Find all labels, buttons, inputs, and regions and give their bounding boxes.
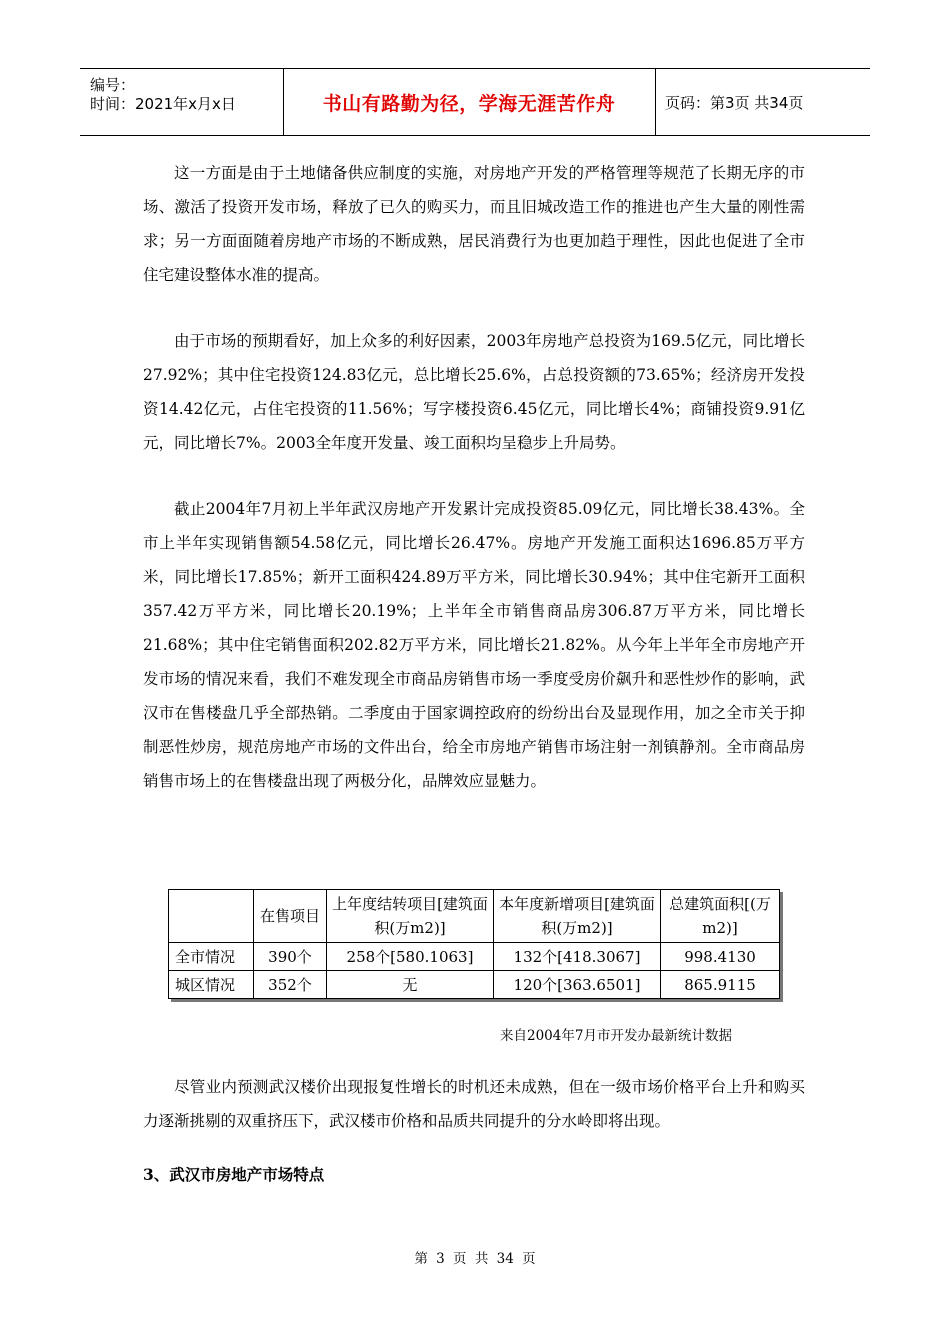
paragraph-1: 这一方面是由于土地储备供应制度的实施，对房地产开发的严格管理等规范了长期无序的市场、激活了投资开发市场，释放了已久的购买力，而且旧城改造工作的推进也产生大量的刚性需求；另一方面面随着房地产市场的不断成熟，居民消费行为也更加趋于理性，因此也促进了全市住宅建设整体水准的提高。: [143, 164, 805, 284]
table-cell: 865.9115: [661, 971, 780, 999]
table-cell: 120个[363.6501]: [494, 971, 661, 999]
table-cell: 132个[418.3067]: [494, 943, 661, 971]
table-header-cell: [169, 890, 254, 943]
header-meta: [80, 69, 284, 135]
header-date-label: 时间：2021年x月x日: [90, 95, 236, 113]
section-heading: 3、武汉市房地产市场特点: [143, 1165, 325, 1184]
paragraph-2: 由于市场的预期看好，加上众多的利好因素，2003年房地产总投资为169.5亿元，同比增长27.92%；其中住宅投资124.83亿元，总比增长25.6%，占总投资额的73.65%；经济房开发投资14.42亿元，占住宅投资的11.56%；写字楼投资6.45亿元，同比增长4%；商铺投资9.91亿元，同比增长7%。2003全年度开发量、竣工面积均呈稳步上升局势。: [143, 332, 805, 452]
table-cell: 城区情况: [169, 971, 254, 999]
page-header: [80, 68, 870, 136]
sales-statistics-table: [168, 889, 780, 999]
paragraph-3: 截止2004年7月初上半年武汉房地产开发累计完成投资85.09亿元，同比增长38.43%。全市上半年实现销售额54.58亿元，同比增长26.47%。房地产开发施工面积达1696.85万平方米，同比增长17.85%；新开工面积424.89万平方米，同比增长30.94%；其中住宅新开工面积357.42万平方米，同比增长20.19%；上半年全市销售商品房306.87万平方米，同比增长21.68%；其中住宅销售面积202.82万平方米，同比增长21.82%。从今年上半年全市房地产开发市场的情况来看，我们不难发现全市商品房销售市场一季度受房价飙升和恶性炒作的影响，武汉市在售楼盘几乎全部热销。二季度由于国家调控政府的纷纷出台及显现作用，加之全市关于抑制恶性炒房，规范房地产市场的文件出台，给全市房地产销售市场注射一剂镇静剂。全市商品房销售市场上的在售楼盘出现了两极分化，品牌效应显魅力。: [143, 500, 805, 790]
table-row: [169, 943, 780, 971]
header-motto: 书山有路勤为径，学海无涯苦作舟: [322, 92, 616, 115]
table-cell: 258个[580.1063]: [327, 943, 494, 971]
table-header-cell: 上年度结转项目[建筑面积(万m2)]: [327, 890, 494, 943]
table-header-cell: 总建筑面积[(万m2)]: [661, 890, 780, 943]
header-code-label: 编号：: [90, 76, 136, 94]
header-page-info: 页码：第3页 共34页: [665, 93, 804, 112]
table-header-cell: 在售项目: [254, 890, 327, 943]
table-cell: 无: [327, 971, 494, 999]
table-source-note: 来自2004年7月市开发办最新统计数据: [500, 1028, 732, 1044]
header-motto-cell: [283, 69, 656, 135]
table-cell: 998.4130: [661, 943, 780, 971]
table-header-cell: 本年度新增项目[建筑面积(万m2)]: [494, 890, 661, 943]
page-footer: 第 3 页 共 34 页: [414, 1251, 536, 1267]
table-cell: 全市情况: [169, 943, 254, 971]
paragraph-4: 尽管业内预测武汉楼价出现报复性增长的时机还未成熟，但在一级市场价格平台上升和购买力逐渐挑剔的双重挤压下，武汉楼市价格和品质共同提升的分水岭即将出现。: [143, 1078, 805, 1130]
table-cell: 390个: [254, 943, 327, 971]
table-row: [169, 971, 780, 999]
table-cell: 352个: [254, 971, 327, 999]
table-header-row: [169, 890, 780, 943]
